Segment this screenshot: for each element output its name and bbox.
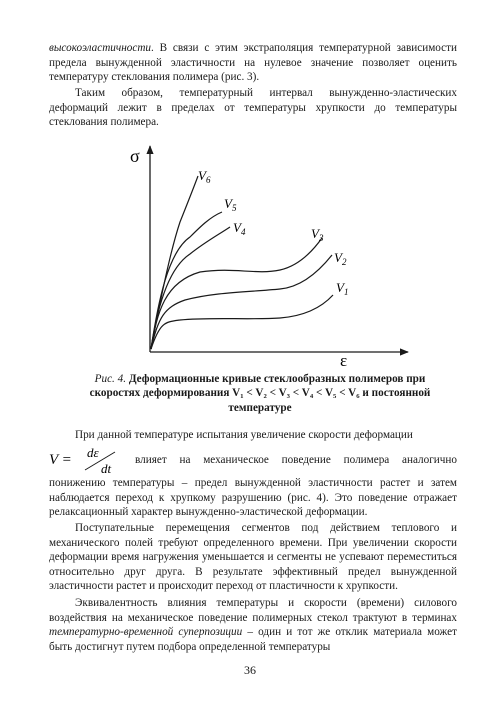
- paragraph-1: [49, 41, 457, 85]
- paragraph-3-intro: При данной температуре испытания увеличение скорости деформации: [75, 429, 413, 441]
- caption-text: Деформационные кривые стеклообразных полимеров при скоростях деформирования V₁ < V₂ < V₃ < V₄ < V₅ < V₆ и постоянной температуре: [89, 373, 431, 414]
- paragraph-2: Таким образом, температурный интервал вынужденно-эластических деформаций лежит в пределах от температуры хрупкости до температуры стеклования полимера.: [49, 87, 457, 129]
- velocity-formula: [49, 443, 131, 475]
- paragraph-3-continuation: влияет на механическое поведение полимера аналогично: [135, 454, 457, 466]
- figure-caption: [72, 372, 448, 415]
- curve-label-v2: $V_2$: [334, 250, 347, 267]
- curve-v2: [151, 255, 332, 349]
- curve-label-v4: $V_4$: [233, 220, 246, 237]
- curve-label-v3: $V_3$: [311, 226, 324, 243]
- y-axis-label: σ: [130, 146, 140, 166]
- svg-text:dt: dt: [101, 461, 112, 475]
- paragraph-3-end: понижению температуры – предел вынужденной эластичности растет и затем наблюдается переход к хрупкому разрушению (рис. 4). Это поведение отражает релаксационный характер вынужденно-эластической деформации.: [49, 477, 457, 519]
- curve-label-v6: $V_6$: [198, 168, 211, 185]
- curve-label-v5: $V_5$: [224, 196, 237, 213]
- term-high-elasticity: высокоэластичности: [49, 42, 151, 54]
- term-superposition: температурно-временной суперпозиции: [49, 626, 243, 639]
- paragraph-4: Поступательные перемещения сегментов под действием теплового и механического полей требуют определенного времени. При увеличении скорости деформации время нагружения уменьшается и сегменты не успевают переместиться относительно друг друга. В результате эффективный предел вынужденной эластичности растет и происходит переход от пластичности к хрупкости.: [49, 522, 457, 593]
- curve-v6: [151, 176, 198, 349]
- curve-label-v1: $V_1$: [336, 280, 349, 297]
- paragraph-1-text: . В связи с этим экстраполяция температурной зависимости предела вынужденной эластичности на нулевое значение позволяет оценить температуру стеклования полимера (рис. 3).: [49, 42, 457, 84]
- paragraph-5: Эквивалентность влияния температуры и скорости (времени) силового воздействия на механическое поведение полимерных стекол трактуют в терминах температурно-временной суперпозиции – один и тот же отклик материала может быть достигнут путем подбора определенной температуры: [49, 597, 457, 653]
- caption-label: Рис. 4.: [94, 373, 127, 385]
- x-axis-label: ε: [340, 351, 348, 367]
- svg-text:dε: dε: [87, 445, 99, 460]
- curve-v3: [151, 238, 322, 349]
- formula-line: [49, 443, 457, 475]
- page-number: 36: [244, 663, 256, 677]
- deformation-curves-figure: [90, 142, 410, 367]
- curve-v5: [151, 212, 222, 349]
- svg-text:V =: V =: [49, 452, 72, 468]
